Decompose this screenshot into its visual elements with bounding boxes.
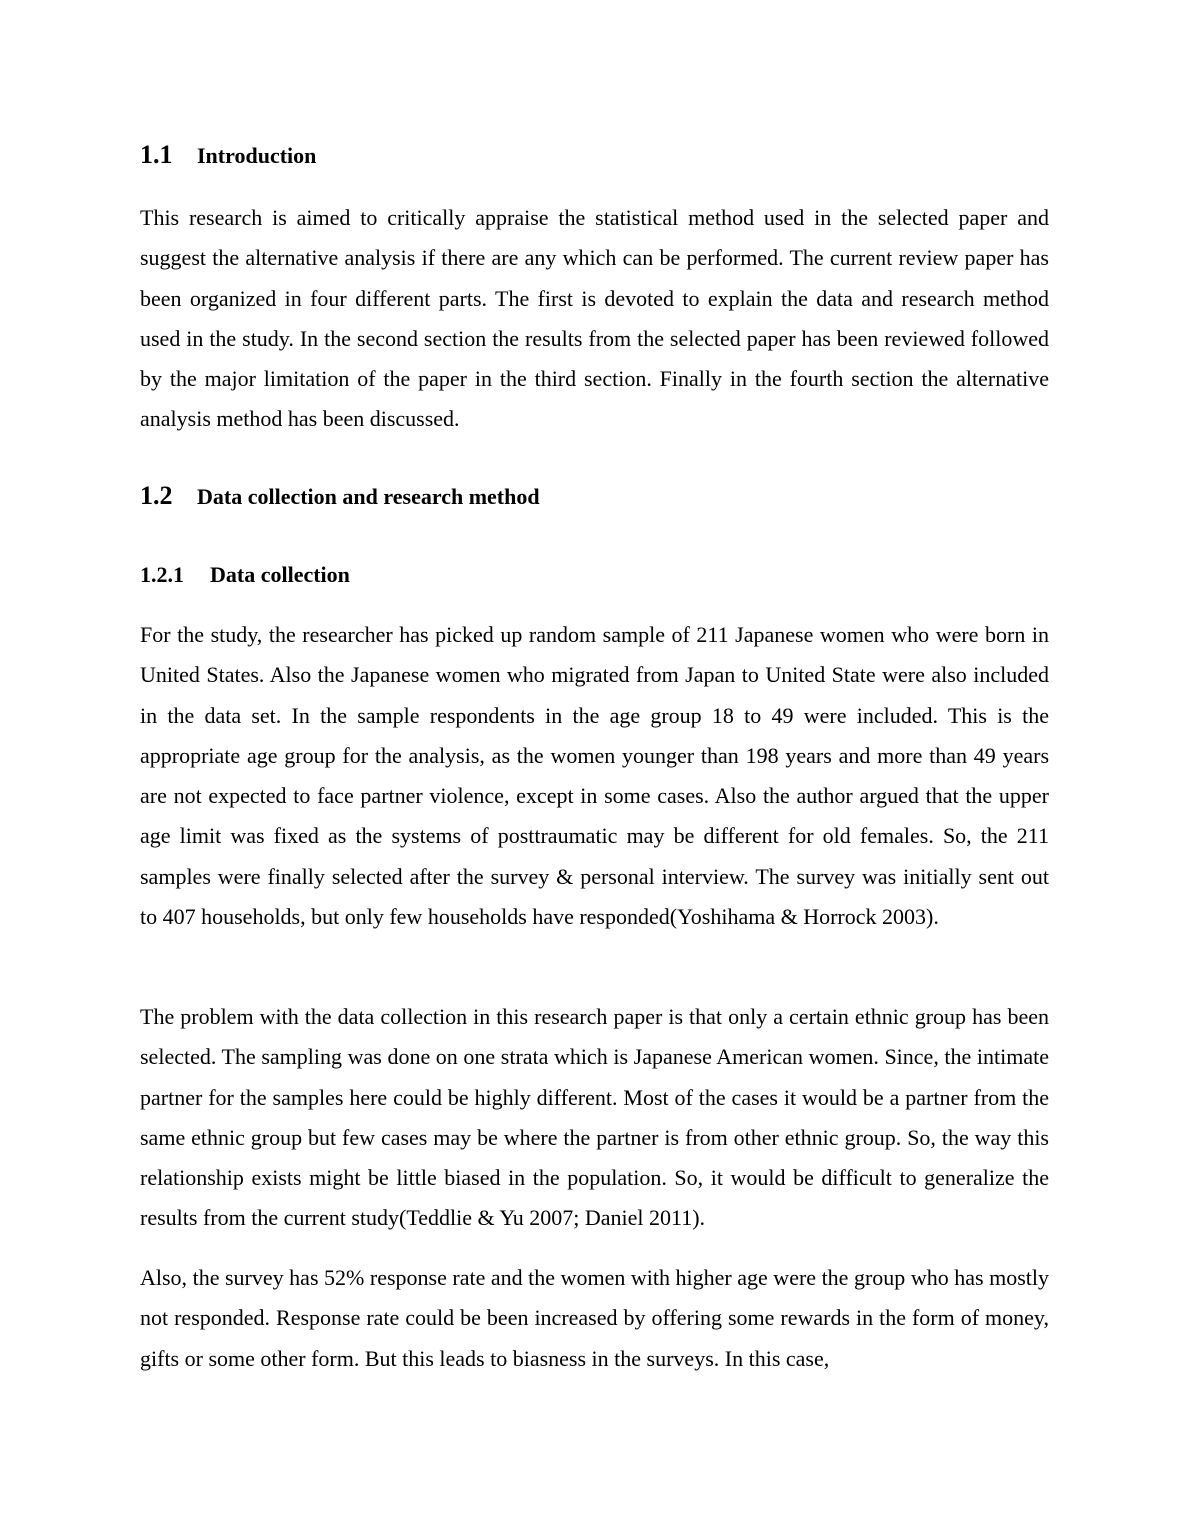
data-collection-paragraph-2: The problem with the data collection in this research paper is that only a certain ethnic group has been selected. The sampling was done on one strata which is Japanese American women. Since, the intimate partner for the samples here could be highly different. Most of the cases it would be a partner from the same ethnic group but few cases may be where the partner is from other ethnic group. So, the way this relationship exists might be little biased in the population. So, it would be difficult to generalize the results from the current study(Teddlie & Yu 2007; Daniel 2011).	[140, 1004, 1049, 1231]
data-collection-paragraph-1: For the study, the researcher has picked up random sample of 211 Japanese women who were born in United States. Also the Japanese women who migrated from Japan to United State were also included in the data set. In the sample respondents in the age group 18 to 49 were included. This is the appropriate age group for the analysis, as the women younger than 198 years and more than 49 years are not expected to face partner violence, except in some cases. Also the author argued that the upper age limit was fixed as the systems of posttraumatic may be different for old females. So, the 211 samples were finally selected after the survey & personal interview. The survey was initially sent out to 407 households, but only few households have responded(Yoshihama & Horrock 2003).	[140, 622, 1049, 930]
heading-introduction	[140, 140, 316, 170]
heading-data-collection-and-research-method	[140, 481, 540, 511]
section-number: 1.2	[140, 481, 173, 510]
intro-paragraph: This research is aimed to critically appraise the statistical method used in the selected paper and suggest the alternative analysis if there are any which can be performed. The current review paper has been organized in four different parts. The first is devoted to explain the data and research method used in the study. In the second section the results from the selected paper has been reviewed followed by the major limitation of the paper in the third section. Finally in the fourth section the alternative analysis method has been discussed.	[140, 205, 1049, 432]
data-collection-paragraph-3: Also, the survey has 52% response rate and the women with higher age were the group who has mostly not responded. Response rate could be been increased by offering some rewards in the form of money, gifts or some other form. But this leads to biasness in the surveys. In this case,	[140, 1265, 1049, 1371]
section-title: Data collection and research method	[197, 484, 540, 509]
section-number: 1.1	[140, 140, 173, 169]
subsection-number: 1.2.1	[140, 562, 184, 587]
subsection-title: Data collection	[210, 562, 350, 587]
section-title: Introduction	[197, 143, 317, 168]
heading-data-collection	[140, 562, 350, 588]
